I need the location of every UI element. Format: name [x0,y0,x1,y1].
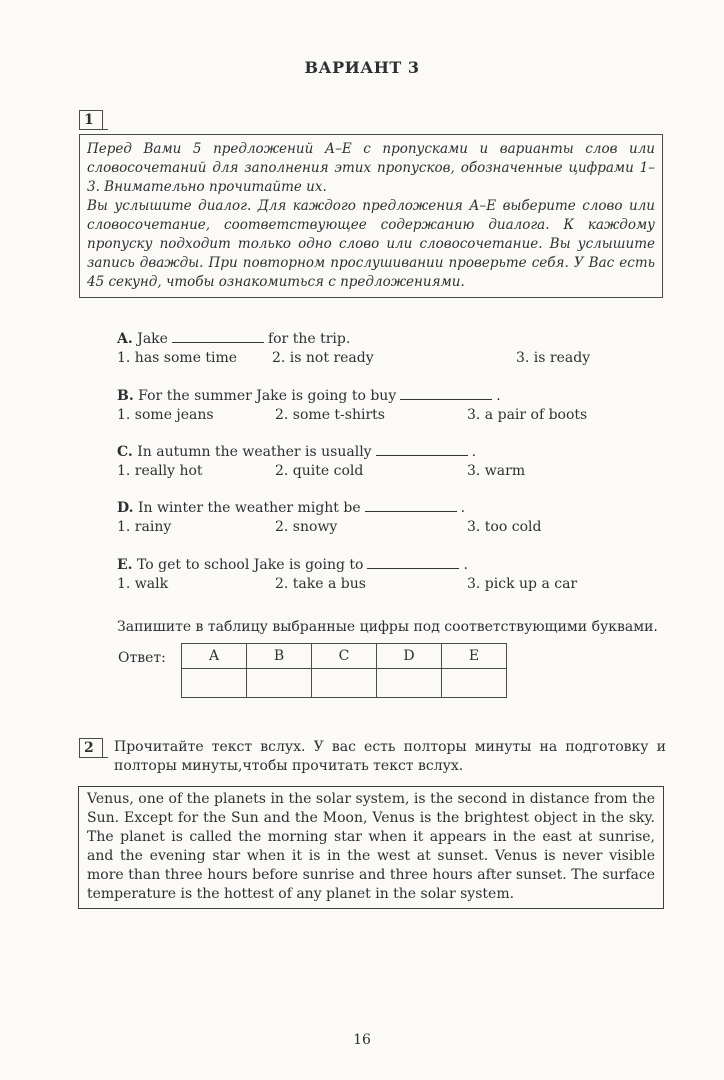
task-1-instructions [79,134,663,298]
question-text-after: . [471,444,477,460]
option-3: 3. is ready [516,350,591,366]
question-letter: D. [117,500,134,516]
question-text-after: . [463,557,468,573]
task-1-number: 1 [79,110,103,130]
answer-column-header: C [312,644,377,669]
answer-blank [365,499,457,512]
task-2-instruction: Прочитайте текст вслух. У вас есть полторы минуты на подготовку и полторы минуты,чтобы прочитать текст вслух. [114,739,666,774]
record-instruction: Запишите в таблицу выбранные цифры под соответствующими буквами. [117,619,658,635]
option-2: 2. is not ready [272,350,374,366]
option-1: 1. really hot [117,463,203,479]
answer-column-header: D [377,644,442,669]
question-text-before: In winter the weather might be [137,500,361,516]
variant-title: ВАРИАНТ 3 [304,58,420,77]
answer-column-header: B [247,644,312,669]
option-3: 3. a pair of boots [467,407,588,423]
option-1: 1. some jeans [117,407,214,423]
answer-blank [172,330,264,343]
option-1: 1. walk [117,576,169,592]
answer-cell[interactable] [247,669,312,698]
answer-cell[interactable] [442,669,507,698]
question-letter: B. [117,388,134,404]
question-d [117,499,637,537]
question-c [117,443,637,481]
option-2: 2. some t-shirts [275,407,385,423]
question-b [117,387,637,425]
question-text-before: In autumn the weather is usually [137,444,372,460]
answer-cell[interactable] [377,669,442,698]
option-2: 2. take a bus [275,576,366,592]
question-text-after: . [496,388,501,404]
question-text-before: For the summer Jake is going to buy [138,388,397,404]
answer-column-header: E [442,644,507,669]
option-3: 3. warm [467,463,526,479]
answer-table [181,643,507,698]
option-1: 1. rainy [117,519,172,535]
question-text-after: . [460,500,466,516]
option-3: 3. pick up a car [467,576,578,592]
question-a [117,330,637,368]
option-2: 2. snowy [275,519,338,535]
instruction-paragraph: Вы услышите диалог. Для каждого предложения А–Е выберите слово или словосочетание, соответствующее содержанию диалога. К каждому пропуску подходит только одно слово или словосочетание. Вы услышите запись дважды. При повторном прослушивании проверьте себя. У Вас есть 45 секунд, чтобы ознакомиться с предложениями. [87,198,655,290]
reading-text: Venus, one of the planets in the solar system, is the second in distance from the Sun. Except for the Sun and the Moon, Venus is the brightest object in the sky. The planet is called the morning star when it appears in the east at sunrise, and the evening star when it is in the west at sunset. Venus is never visible more than three hours before sunrise and three hours after sunset. The surface temperature is the hottest of any planet in the solar system. [78,786,664,909]
instruction-paragraph: Перед Вами 5 предложений А–Е с пропусками и варианты слов или словосочетаний для заполнения этих пропусков, обозначенные цифрами 1–3. Внимательно прочитайте их. [87,141,655,195]
option-2: 2. quite cold [275,463,364,479]
answer-blank [367,556,459,569]
option-3: 3. too cold [467,519,542,535]
answer-cell[interactable] [182,669,247,698]
page-number: 16 [353,1032,371,1048]
question-letter: A. [117,331,133,347]
answer-blank [400,387,492,400]
question-letter: C. [117,444,133,460]
option-1: 1. has some time [117,350,238,366]
answer-label: Ответ: [118,650,166,666]
answer-column-header: A [182,644,247,669]
question-text-before: To get to school Jake is going to [137,557,364,573]
answer-blank [376,443,468,456]
question-letter: E. [117,557,133,573]
question-text-before: Jake [137,331,168,347]
answer-cell[interactable] [312,669,377,698]
task-2-number: 2 [79,738,103,758]
question-text-after: for the trip. [267,331,351,347]
question-e [117,556,637,594]
